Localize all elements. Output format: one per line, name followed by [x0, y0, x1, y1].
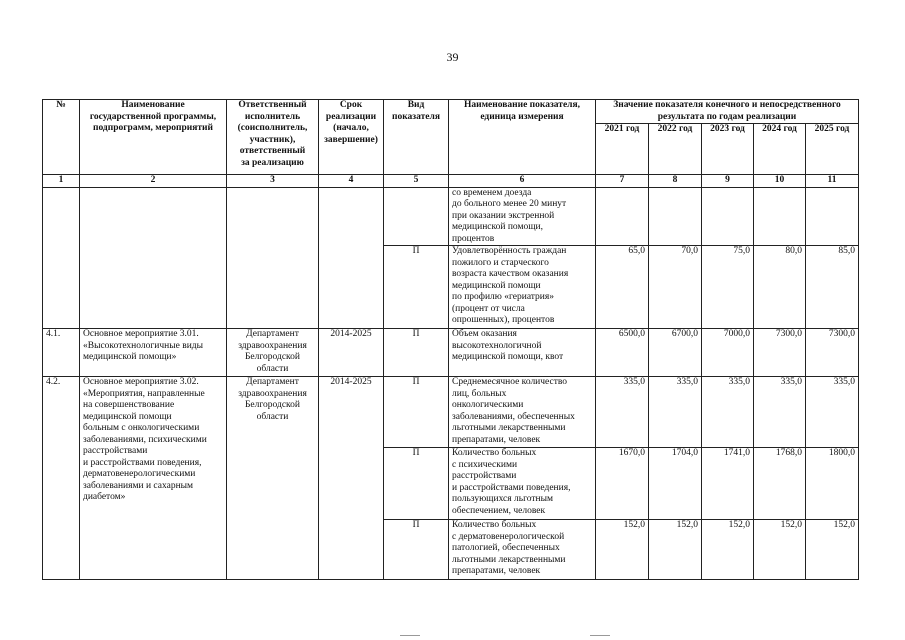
program-table	[42, 99, 859, 580]
indicator-name: со временем доезда до больного менее 20 минут при оказании экстренной медицинской помощи, процентов	[449, 187, 596, 246]
indicator-kind: П	[384, 377, 449, 448]
scan-edge-mark	[400, 635, 420, 640]
executor: Департамент здравоохранения Белгородской области	[227, 329, 319, 377]
table-row	[43, 329, 859, 377]
column-number: 7	[596, 175, 649, 188]
measure-name: Основное мероприятие 3.01. «Высокотехнологичные виды медицинской помощи»	[80, 329, 227, 377]
value-2023: 75,0	[702, 246, 754, 329]
value-2024	[754, 187, 806, 246]
value-2024: 80,0	[754, 246, 806, 329]
col-term-header: Срок реализации (начало, завершение)	[319, 100, 384, 175]
value-2024: 7300,0	[754, 329, 806, 377]
indicator-kind: П	[384, 246, 449, 329]
indicator-name: Количество больных с дерматовенерологической патологией, обеспеченных льготными лекарственными препаратами, человек	[449, 520, 596, 580]
table-row	[43, 187, 859, 246]
value-2023: 7000,0	[702, 329, 754, 377]
value-2022: 70,0	[649, 246, 702, 329]
value-2021: 335,0	[596, 377, 649, 448]
indicator-name: Удовлетворённость граждан пожилого и старческого возраста качеством оказания медицинской помощи по профилю «гериатрия» (процент от числа опрошенных), процентов	[449, 246, 596, 329]
page-number: 39	[446, 50, 459, 64]
value-2021	[596, 187, 649, 246]
indicator-name: Среднемесячное количество лиц, больных онкологическими заболеваниями, обеспеченных льготными лекарственными препаратами, человек	[449, 377, 596, 448]
col-indicator-header: Наименование показателя, единица измерения	[449, 100, 596, 175]
value-2024: 1768,0	[754, 448, 806, 520]
year-header: 2021 год	[596, 124, 649, 175]
column-number-row	[43, 175, 859, 188]
value-2023: 335,0	[702, 377, 754, 448]
indicator-kind: П	[384, 448, 449, 520]
term	[319, 187, 384, 329]
executor	[227, 187, 319, 329]
year-header: 2025 год	[806, 124, 859, 175]
column-number: 9	[702, 175, 754, 188]
row-number: 4.2.	[43, 377, 80, 580]
year-header: 2024 год	[754, 124, 806, 175]
indicator-kind	[384, 187, 449, 246]
column-number: 6	[449, 175, 596, 188]
year-header: 2022 год	[649, 124, 702, 175]
term: 2014-2025	[319, 329, 384, 377]
scan-edge-mark	[590, 635, 610, 640]
value-2025: 1800,0	[806, 448, 859, 520]
indicator-name: Объем оказания высокотехнологичной медицинской помощи, квот	[449, 329, 596, 377]
value-2023: 152,0	[702, 520, 754, 580]
value-2024: 152,0	[754, 520, 806, 580]
col-executor-header: Ответственный исполнитель (соисполнитель, участник), ответственный за реализацию	[227, 100, 319, 175]
indicator-kind: П	[384, 329, 449, 377]
column-number: 2	[80, 175, 227, 188]
column-number: 1	[43, 175, 80, 188]
row-number: 4.1.	[43, 329, 80, 377]
value-2025: 85,0	[806, 246, 859, 329]
value-2022	[649, 187, 702, 246]
value-2022: 1704,0	[649, 448, 702, 520]
value-2021: 6500,0	[596, 329, 649, 377]
executor: Департамент здравоохранения Белгородской области	[227, 377, 319, 580]
value-2024: 335,0	[754, 377, 806, 448]
header-row	[43, 100, 859, 124]
indicator-name: Количество больных с психическими расстройствами и расстройствами поведения, пользующихся льготным обеспечением, человек	[449, 448, 596, 520]
value-2025: 7300,0	[806, 329, 859, 377]
value-2025: 335,0	[806, 377, 859, 448]
column-number: 10	[754, 175, 806, 188]
measure-name	[80, 187, 227, 329]
column-number: 4	[319, 175, 384, 188]
column-number: 5	[384, 175, 449, 188]
column-number: 3	[227, 175, 319, 188]
value-2023: 1741,0	[702, 448, 754, 520]
column-number: 8	[649, 175, 702, 188]
value-2025: 152,0	[806, 520, 859, 580]
indicator-kind: П	[384, 520, 449, 580]
value-2023	[702, 187, 754, 246]
col-name-header: Наименование государственной программы, подпрограмм, мероприятий	[80, 100, 227, 175]
col-kind-header: Вид показателя	[384, 100, 449, 175]
values-group-header: Значение показателя конечного и непосредственного результата по годам реализации	[596, 100, 859, 124]
value-2021: 1670,0	[596, 448, 649, 520]
row-number	[43, 187, 80, 329]
col-no-header: №	[43, 100, 80, 175]
measure-name: Основное мероприятие 3.02. «Мероприятия, направленные на совершенствование медицинской помощи больным с онкологическими заболеваниями, психическими расстройствами и расстройствами поведения, дерматовенерологическими заболеваниями и сахарным диабетом»	[80, 377, 227, 580]
value-2022: 6700,0	[649, 329, 702, 377]
value-2021: 65,0	[596, 246, 649, 329]
value-2025	[806, 187, 859, 246]
table-row	[43, 377, 859, 448]
value-2022: 335,0	[649, 377, 702, 448]
value-2022: 152,0	[649, 520, 702, 580]
year-header: 2023 год	[702, 124, 754, 175]
term: 2014-2025	[319, 377, 384, 580]
column-number: 11	[806, 175, 859, 188]
value-2021: 152,0	[596, 520, 649, 580]
